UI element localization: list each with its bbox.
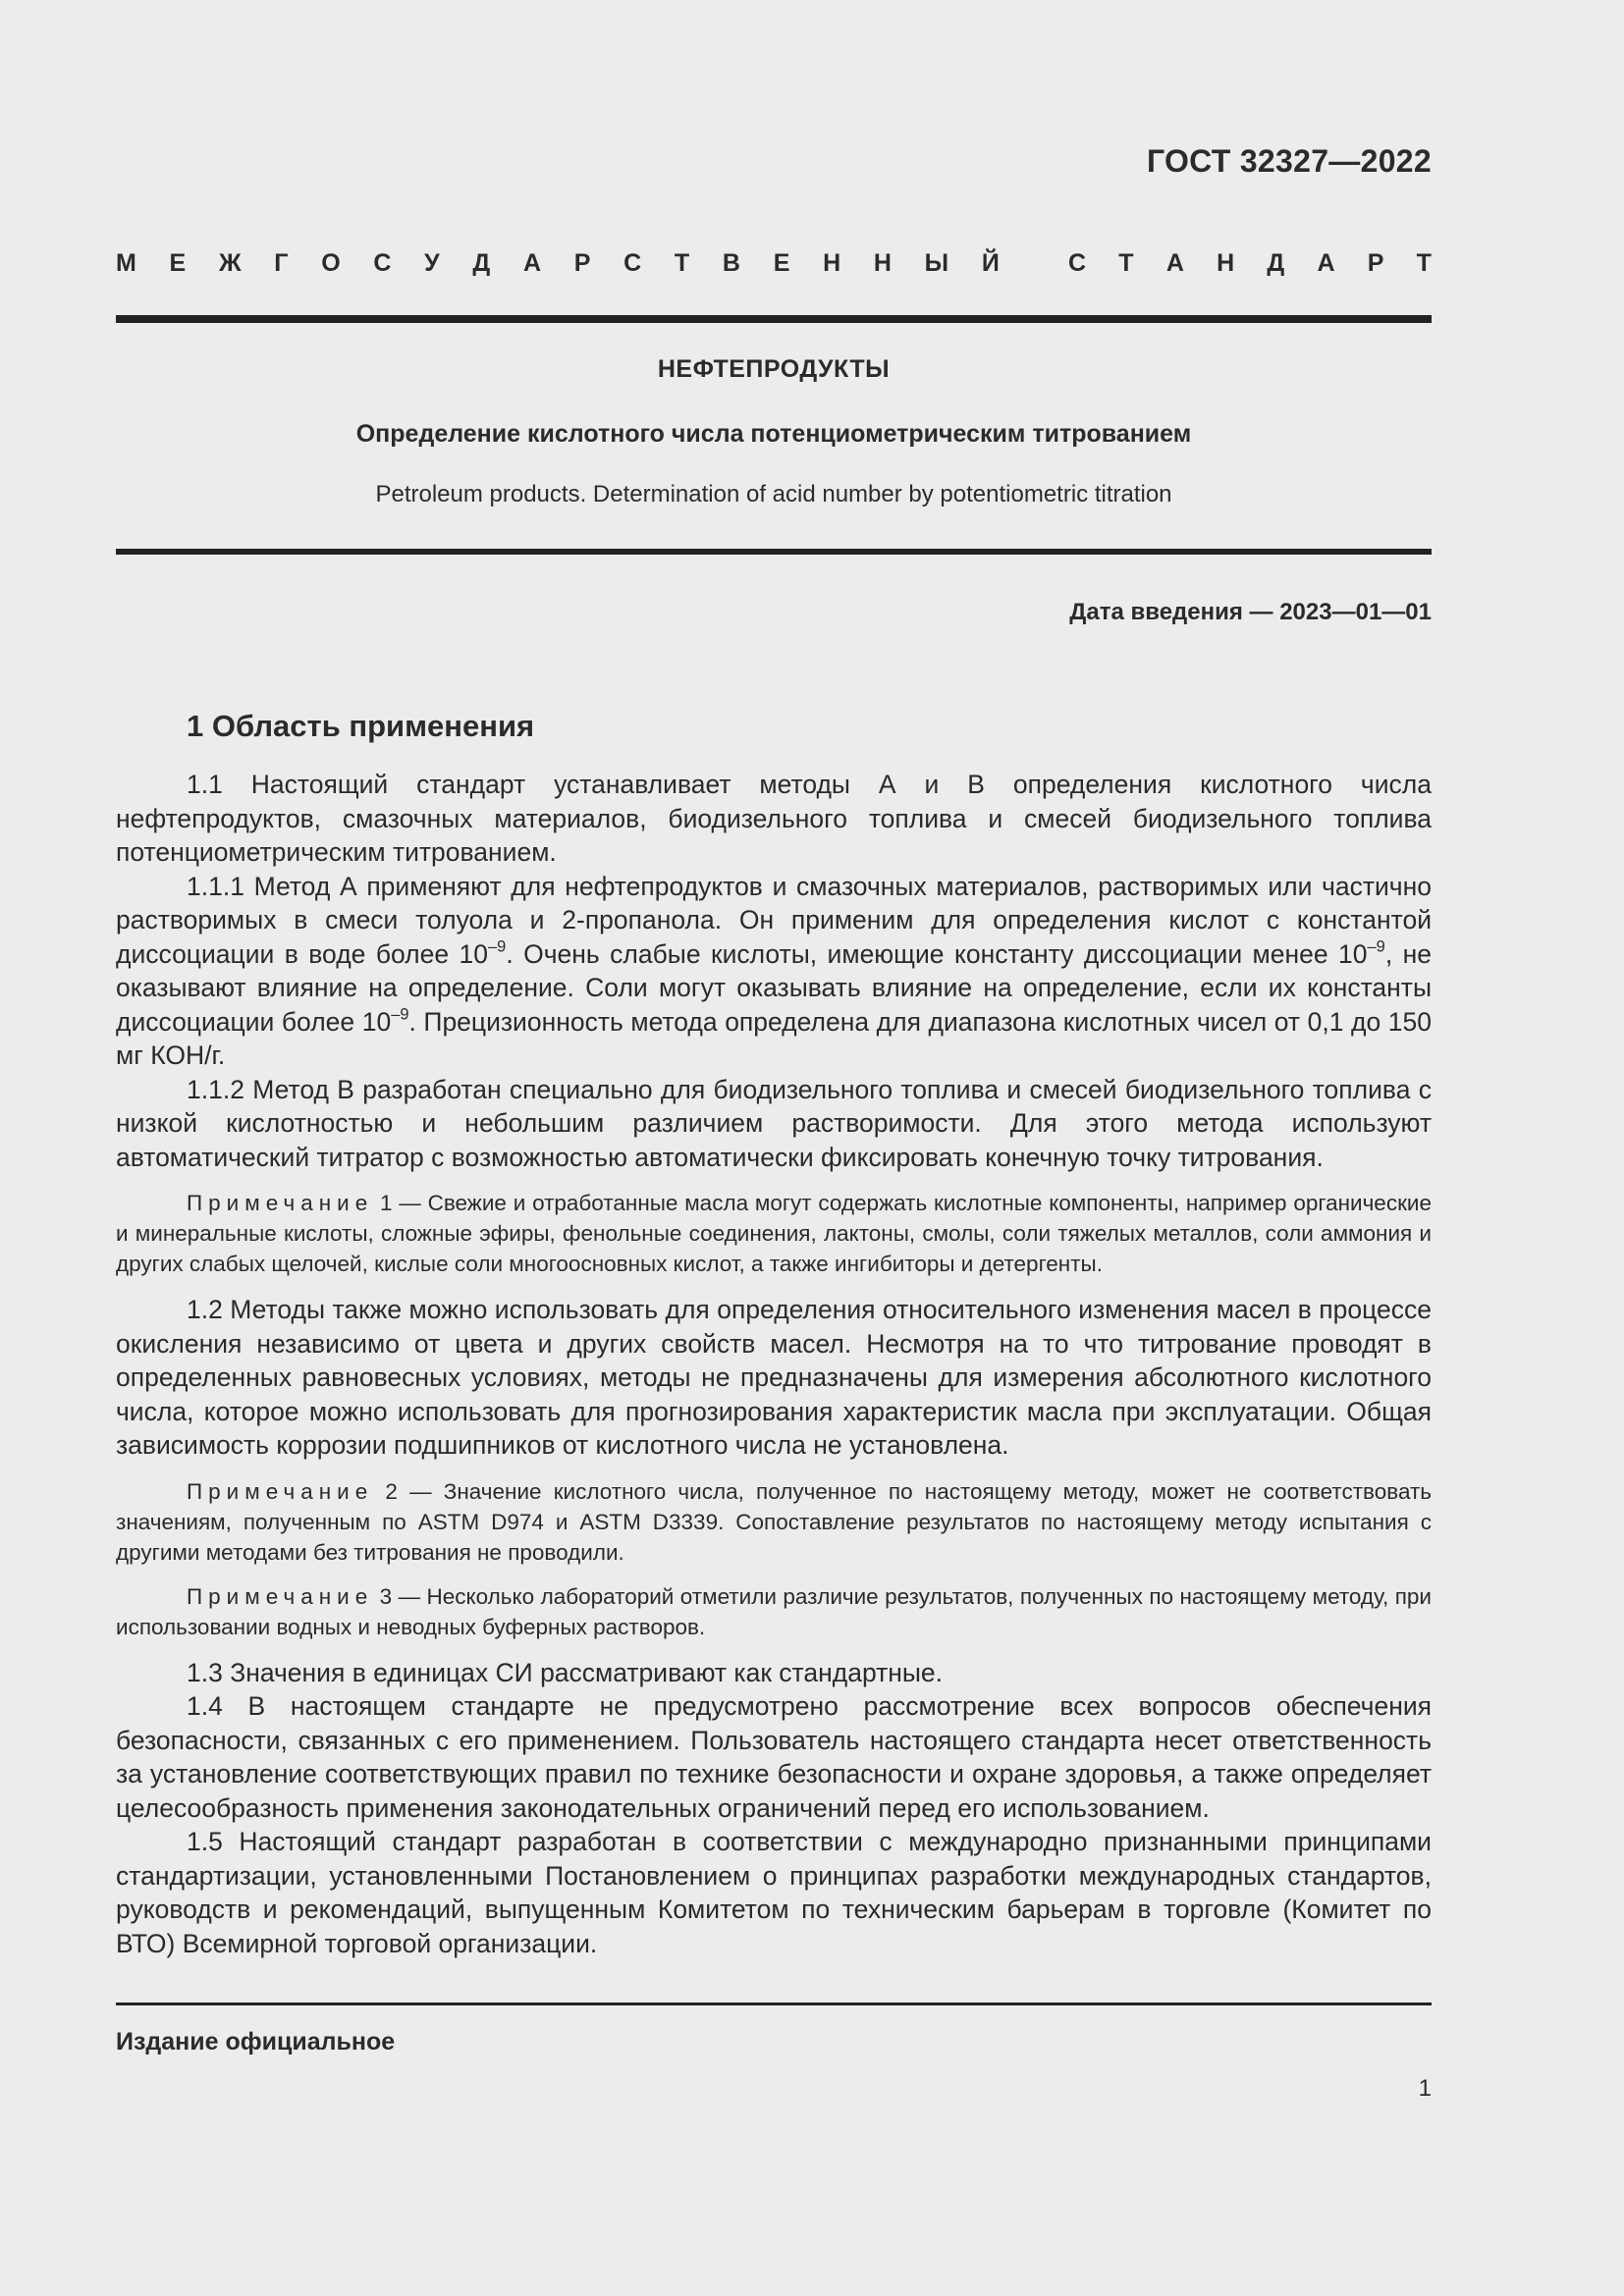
heading-letter: О [321,249,341,277]
paragraph-1-1: 1.1 Настоящий стандарт устанавливает методы А и В определения кислотного числа нефтепродуктов, смазочных материалов, биодизельного топлива и смесей биодизельного топлива потенциометрическим титрованием. [116,770,1432,867]
document-subtitle: Определение кислотного числа потенциометрическим титрованием [355,420,1192,448]
standard-number: ГОСТ 32327—2022 [1146,143,1432,179]
heading-letter: Д [472,249,491,277]
note-3-text: 3 — Несколько лабораторий отметили различие результатов, полученных по настоящему методу, при использовании водных и неводных буферных растворов. [116,1583,1432,1639]
heading-letter: Т [1416,249,1432,277]
paragraph-1-1-1 [116,870,1432,1073]
heading-letter: Н [1217,249,1235,277]
note-3-label: Примечание [187,1583,374,1609]
section-body [116,768,1432,1960]
heading-letter: Г [274,249,289,277]
heading-letter: Д [1267,249,1285,277]
note-1 [116,1188,1432,1279]
heading-letter: А [1317,249,1335,277]
heading-letter: Н [823,249,841,277]
heading-letter: Е [773,249,790,277]
heading-letter: Р [1367,249,1384,277]
heading-letter: С [623,249,642,277]
note-1-label: Примечание [187,1191,374,1215]
introduction-date: Дата введения — 2023—01—01 [1069,599,1432,625]
heading-letter: Т [674,249,690,277]
heading-letter: В [722,249,740,277]
paragraph-1-1-1-part-b: . Очень слабые кислоты, имеющие константу диссоциации менее 10 [506,938,1368,969]
heading-letter: С [1068,249,1087,277]
heading-letter: Ж [218,249,242,277]
note-3 [116,1581,1432,1642]
heading-letter: М [116,249,136,277]
note-2-text: 2 — Значение кислотного числа, полученное по настоящему методу, может не соответствовать значениям, полученным по ASTM D974 и ASTM D3339. Сопоставление результатов по настоящему методу испытания с другими методами без титрования не проводили. [116,1478,1432,1565]
paragraph-1-5: 1.5 Настоящий стандарт разработан в соответствии с международно признанными принципами стандартизации, установленными Постановлением о принципах разработки международных стандартов, руководств и рекомендаций, выпущенным Комитетом по техническим барьерам в торговле (Комитет по ВТО) Всемирной торговой организации. [116,1827,1432,1958]
official-edition-label: Издание официальное [116,2028,396,2056]
footer-divider [116,2002,1432,2005]
heading-letter: Ы [924,249,949,277]
heading-letter: С [373,249,392,277]
heading-letter: А [1165,249,1184,277]
page-number: 1 [1418,2075,1432,2102]
heading-letter: У [424,249,440,277]
paragraph-1-1-1-part-a: 1.1.1 Метод А применяют для нефтепродуктов и смазочных материалов, растворимых или частично растворимых в смеси толуола и 2-пропанола. Он применим для определения кислот с константой диссоциации в воде более 10 [116,871,1432,969]
paragraph-1-1-1-part-c: , не оказывают влияние на определение. Соли могут оказывать влияние на определение, если их константы диссоциации более 10 [116,938,1433,1037]
exponent-2: –9 [1367,937,1385,955]
title-divider [116,549,1432,555]
paragraph-1-1-2: 1.1.2 Метод В разработан специально для биодизельного топлива и смесей биодизельного топлива с низкой кислотностью и небольшим различием растворимости. Для этого метода используют автоматический титратор с возможностью автоматически фиксировать конечную точку титрования. [116,1074,1432,1172]
heading-letter: Т [1118,249,1134,277]
heading-letter: Е [169,249,187,277]
paragraph-1-2: 1.2 Методы также можно использовать для определения относительного изменения масел в процессе окисления независимо от цвета и других свойств масел. Несмотря на то что титрование проводят в определенных равновесных условиях, методы не предназначены для измерения абсолютного кислотного числа, которое можно использовать для прогнозирования характеристик масла при эксплуатации. Общая зависимость коррозии подшипников от кислотного числа не установлена. [116,1295,1432,1460]
heading-letter: А [522,249,542,277]
interstate-standard-heading [116,249,1432,278]
exponent-1: –9 [488,937,507,955]
paragraph-1-3: 1.3 Значения в единицах СИ рассматривают как стандартные. [187,1657,944,1687]
exponent-3: –9 [391,1005,409,1023]
section-heading: 1 Область применения [187,709,535,743]
heading-letter: Р [573,249,591,277]
top-divider [116,315,1432,323]
document-english-title: Petroleum products. Determination of acid number by potentiometric titration [375,481,1172,507]
note-2 [116,1476,1432,1568]
note-2-label: Примечание [187,1478,374,1504]
paragraph-1-4: 1.4 В настоящем стандарте не предусмотрено рассмотрение всех вопросов обеспечения безопасности, связанных с его применением. Пользователь настоящего стандарта несет ответственность за установление соответствующих правил по технике безопасности и охране здоровья, а также определяет целесообразность применения законодательных ограничений перед его использованием. [116,1691,1432,1823]
heading-letter: Й [981,249,1000,277]
interstate-word-2 [1068,249,1432,278]
heading-letter: Н [873,249,892,277]
note-1-text: 1 — Свежие и отработанные масла могут содержать кислотные компоненты, например органические и минеральные кислоты, сложные эфиры, фенольные соединения, лактоны, смолы, соли тяжелых металлов, соли аммония и других слабых щелочей, кислые соли многоосновных кислот, а также ингибиторы и детергенты. [116,1191,1432,1276]
document-title: НЕФТЕПРОДУКТЫ [657,355,891,383]
interstate-word-1 [116,249,1000,278]
paragraph-1-1-1-part-d: . Прецизионность метода определена для диапазона кислотных чисел от 0,1 до 150 мг КОН/г. [116,1006,1432,1070]
